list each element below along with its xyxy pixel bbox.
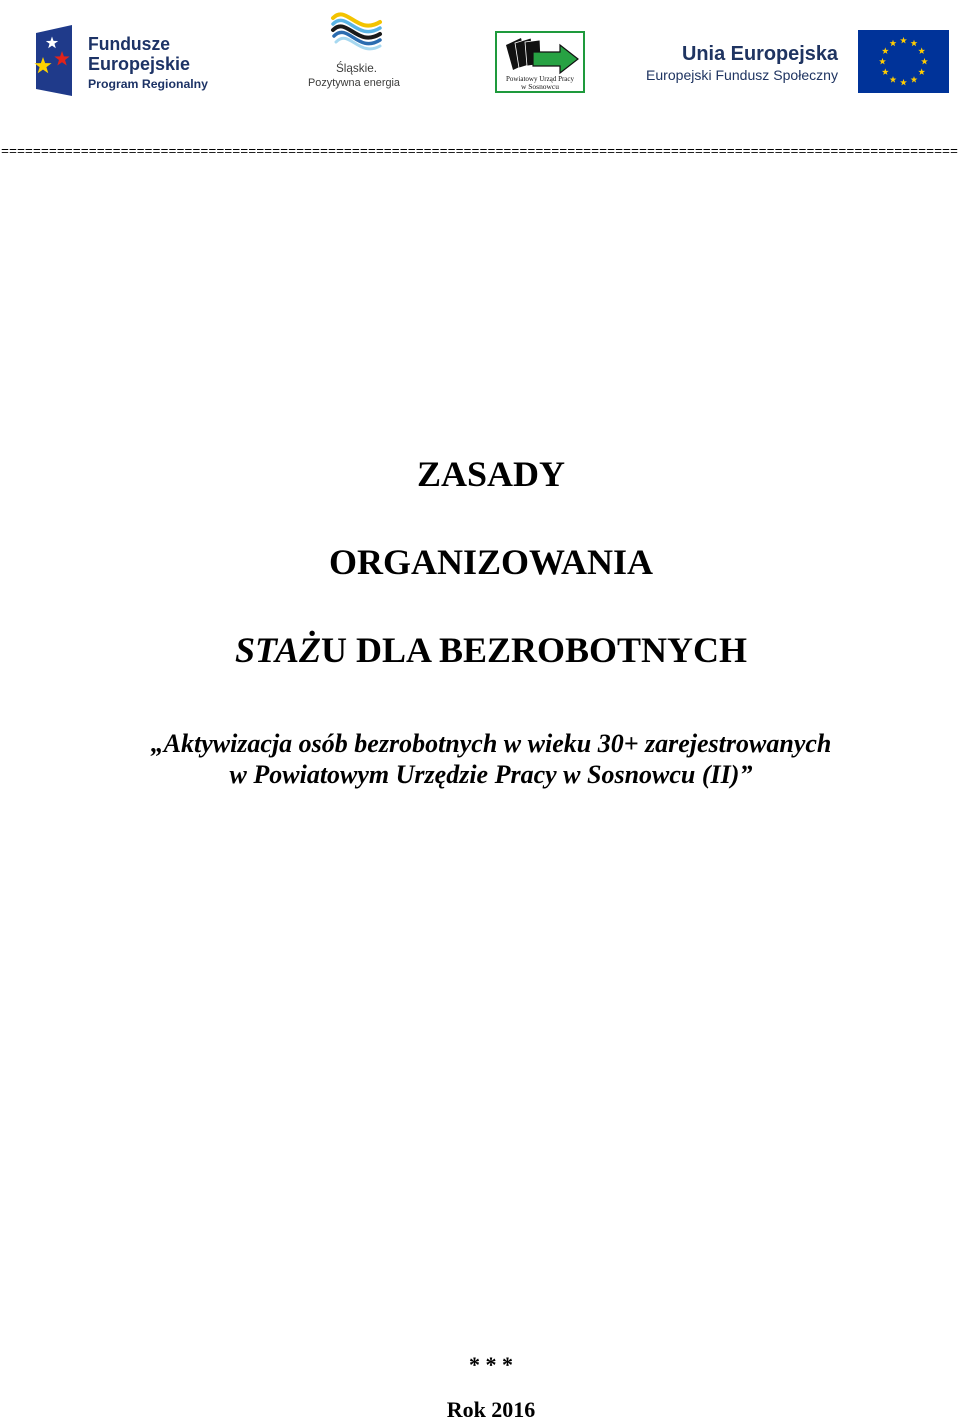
title-line-3-italic: STAŻ [234,630,321,670]
title-line-1: ZASADY [416,454,566,494]
slaskie-logo-line2: Pozytywna energia [308,77,401,89]
subtitle-line-2: w Powiatowym Urzędzie Pracy w Sosnowcu (II)” [229,760,753,789]
emblem-flag-shape [36,25,72,96]
year-label: Rok 2016 [446,1397,536,1422]
project-subtitle [41,728,941,790]
slaskie-logo [308,14,401,89]
title-line-3 [41,632,941,668]
fe-logo-line2: Europejskie [88,54,190,74]
pup-logo-line1: Powiatowy Urząd Pracy [506,74,575,83]
asterisk-ornament: * * * [469,1352,513,1377]
subtitle-line-1: „Aktywizacja osób bezrobotnych w wieku 30+ zarejestrowanych [150,729,832,758]
ue-logo-line2: Europejski Fundusz Społeczny [646,67,838,83]
unia-europejska-logo [646,43,839,83]
pup-logo-line2: w Sosnowcu [521,82,560,91]
slaskie-logo-line1: Śląskie. [336,61,379,75]
fundusze-europejskie-emblem-icon [34,25,72,96]
fundusze-europejskie-logo [34,25,208,96]
pup-sosnowiec-logo [496,32,584,92]
title-line-3-rest: U DLA BEZROBOTNYCH [320,630,748,670]
slaskie-waves-icon [333,14,380,49]
fe-logo-line1: Fundusze [88,34,170,54]
fe-logo-line3: Program Regionalny [88,77,209,91]
separator-line: ======================================================================================================================== [1,144,959,159]
header-logos [0,0,960,170]
ue-logo-line1: Unia Europejska [682,43,839,65]
title-line-2: ORGANIZOWANIA [328,542,654,582]
eu-flag-icon [858,30,949,93]
